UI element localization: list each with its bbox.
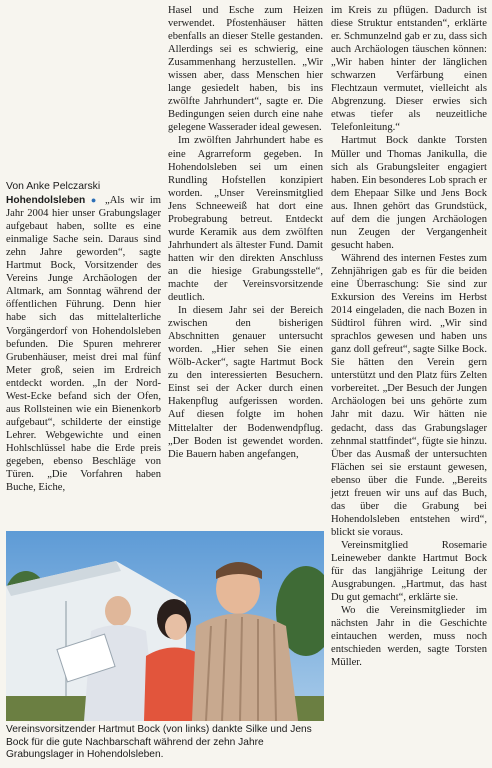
article-column-2 (168, 4, 323, 461)
paragraph: im Kreis zu pflügen. Dadurch ist diese Struktur entstanden“, erklärte er. Schmunzelnd gab er zu, dass sich auch Archäologen täuschen können: „Wir haben hinter der länglichen schwarzen Verfärbung einen Flechtzaun vermutet, vielleicht als Abgrenzung. Dieser erwies sich etwas tiefer als neuzeitliche Telefonleitung.“ (331, 5, 487, 134)
lead-paragraph (6, 194, 161, 494)
article-column-3 (331, 4, 487, 669)
photo-illustration (6, 531, 324, 721)
photo-caption: Vereinsvorsitzender Hartmut Bock (von links) dankte Silke und Jens Bock für die gute Nachbarschaft während der zehn Jahre Grabungslager in Hohendolsleben. (6, 724, 312, 761)
paragraph: Während des internen Festes zum Zehnjährigen gab es für die beiden eine Überraschung: Sie sind zur Exkursion des Vereins im Herbst 2014 eingeladen, die nach Bozen in Südtirol führen wird. „Wir sind sprachlos gewesen und haben uns ganz doll gefreut“, sagte Silke Bock. Sie hätten den Verein gern unterstützt und den Platz fürs Zelten vorbereitet. „Der Besuch der Jungen Archäologen bei uns gehörte zum Jahr mit dazu. Wir hätten nie gedacht, dass das Grabungslager zehnmal stattfindet“, fügte sie hinzu. Über das Ausmaß der untersuchten Flächen sei sie erstaunt gewesen, ebenso über die Funde. „Bereits jetzt freuen wir uns auf das Buch, das über die Grabung bei Hohendolsleben entstehen wird“, blickt sie voraus. (331, 252, 487, 538)
dateline: Hohendolsleben (6, 195, 86, 207)
lead-text: „Als wir im Jahr 2004 hier unser Grabungslager aufgebaut haben, sollte es eine einmalige Sache sein. Daraus sind zehn Jahre geworden“, sagte Hartmut Bock, Vorsitzender des Vereins Junge Archäologen der Altmark, am Sonntag während der öffentlichen Führung. Denn hier habe sich das mittelalterliche Vorgängerdorf von Hohendolsleben befunden. Die Spuren mehrerer Grubenhäuser, meist drei mal fünf Meter groß, seien im Erdreich entdeckt worden. „In der Nord-West-Ecke befand sich der Ofen, aus Rollsteinen wie ein Bienenkorb aufgebaut“, schilderte der einstige Lehrer. Webgewichte und einen Hohlschlüssel habe die Erde preis gegeben, ebenso Beschläge von Türen. „Die Vorfahren haben Buche, Eiche, (6, 195, 162, 494)
article-photo (6, 531, 324, 721)
article-column-1 (6, 180, 161, 494)
byline: Von Anke Pelczarski (6, 181, 101, 192)
paragraph: In diesem Jahr sei der Bereich zwischen den bisherigen Abschnitten genauer untersucht worden. „Hier sehen Sie einen Wölb-Acker“, sagte Hartmut Bock zu den interessierten Besuchern. Einst sei der Acker durch einen Hakenpflug aufgerissen worden. Auf diesen folgte im hohen Mittelalter der Bodenwendpflug. „Der Boden ist gewendet worden. Die Bauern haben angefangen, (168, 305, 323, 460)
paragraph: Im zwölften Jahrhundert habe es eine Agrarreform gegeben. In Hohendolsleben sei um einen Rundling Hofstellen konzipiert worden. „Unser Vereinsmitglied Jens Schneeweiß hat dort eine Probegrabung betreut. Entdeckt wurde Keramik aus dem zwölften Jahrhundert als ältester Fund. Damit hatten wir den direkten Anschluss an die hiesige Grabungsstelle“, machte der Vereinsvorsitzende deutlich. (168, 135, 323, 304)
paragraph: Wo die Vereinsmitglieder im nächsten Jahr in die Geschichte eintauchen werden, muss noch entschieden werden, sagte Torsten Müller. (331, 605, 487, 669)
bullet-dot-icon: ● (90, 195, 100, 206)
paragraph: Hasel und Esche zum Heizen verwendet. Pfostenhäuser hätten ebenfalls an dieser Stelle gestanden. Allerdings sei es schwierig, eine Zusammenhang herzustellen. „Wir wissen aber, dass Menschen hier lange gesiedelt haben, bis ins zwölfte Jahrhundert“, sagte er. Die Bedingungen seien durch eine nahe gelegene Wasserader ideal gewesen. (168, 5, 323, 134)
paragraph: Hartmut Bock dankte Torsten Müller und Thomas Janikulla, die sich als Grabungsleiter engagiert haben. Ein besonderes Lob sprach er dem Ehepaar Silke und Jens Bock aus. Ihnen gehört das Grundstück, auf dem die jungen Archäologen nun Zeugen der Vergangenheit gesucht haben. (331, 135, 487, 251)
paragraph: Vereinsmitglied Rosemarie Leineweber dankte Hartmut Bock für das langjährige Leitung der Ausgrabungen. „Hartmut, das hast Du gut gemacht“, erklärte sie. (331, 539, 487, 604)
